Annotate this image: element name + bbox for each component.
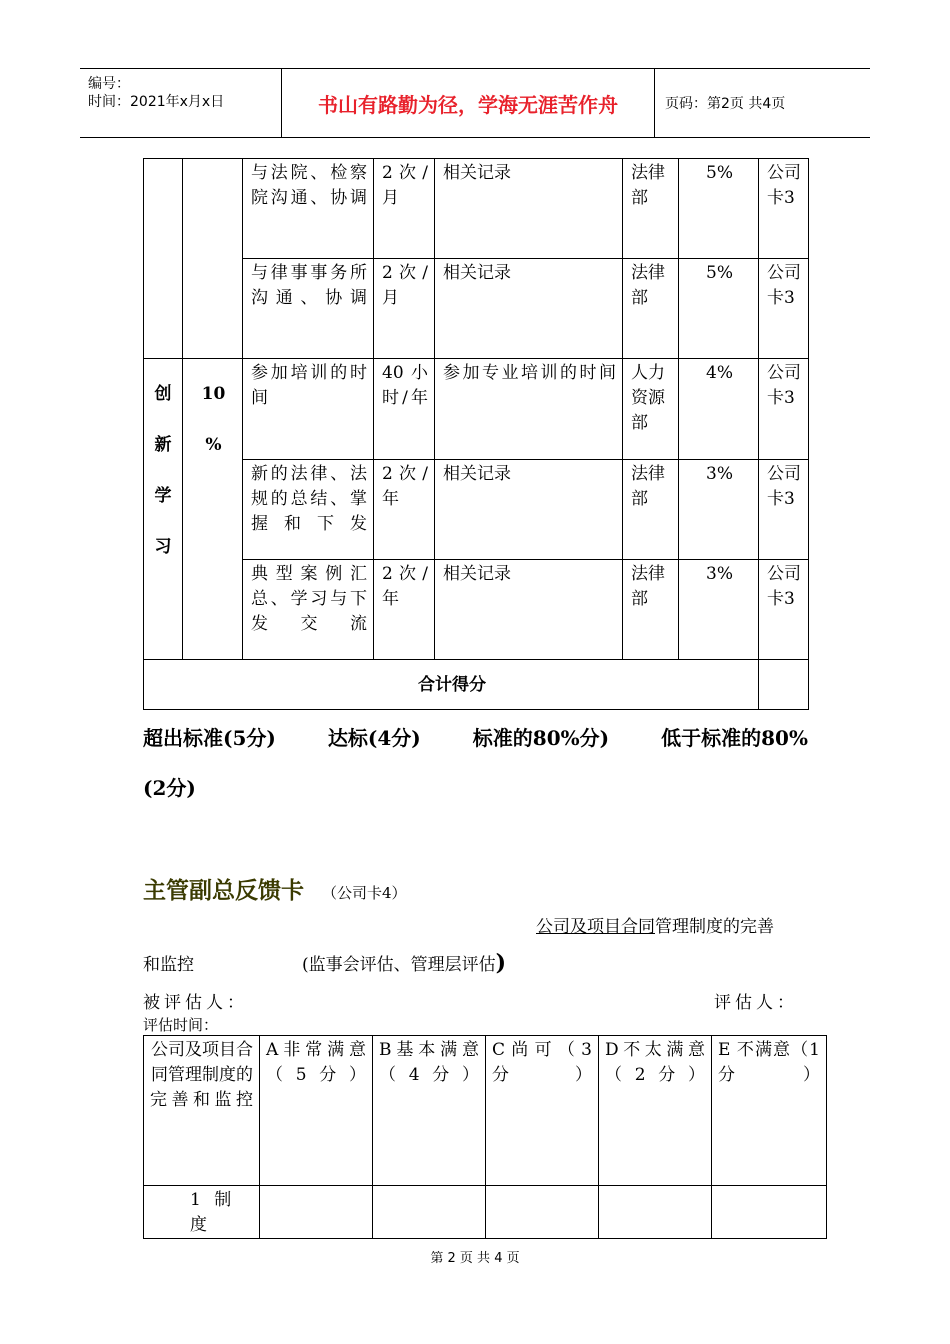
eval-time-label: 评估时间： <box>143 1016 219 1034</box>
grading-legend <box>143 722 808 801</box>
total-label: 合计得分 <box>144 660 759 710</box>
fb-col-b: B基本满意（4分） <box>373 1036 486 1186</box>
category-weight-percent: % <box>205 435 222 455</box>
subject-rest: 管理制度的完善 <box>655 917 774 937</box>
feedback-card-ref: （公司卡4） <box>322 884 407 902</box>
source-cell: 参加专业培训的时间 <box>435 359 623 460</box>
table-row <box>144 1036 827 1186</box>
standard-cell: 2次/年 <box>374 560 435 660</box>
subject-underlined: 公司及项目合同 <box>536 917 655 937</box>
item-cell: 与法院、检察院沟通、协调 <box>243 159 374 259</box>
dept-cell: 人力资源部 <box>623 359 679 460</box>
fb-header-item: 公司及项目合同管理制度的完善和监控 <box>144 1036 260 1186</box>
table-row <box>144 259 809 359</box>
item-cell: 新的法律、法规的总结、掌握和下发 <box>243 460 374 560</box>
evaluator-groups: (监事会评估、管理层评估 <box>302 955 496 975</box>
table-row <box>144 159 809 259</box>
fb-cell-b[interactable] <box>373 1186 486 1239</box>
fb-cell-d[interactable] <box>599 1186 712 1239</box>
header-motto: 书山有路勤为径，学海无涯苦作舟 <box>282 69 655 137</box>
fb-col-a: A非常满意（5分） <box>260 1036 373 1186</box>
standard-cell: 2次/月 <box>374 159 435 259</box>
fb-cell-e[interactable] <box>712 1186 827 1239</box>
table-row <box>144 1186 827 1239</box>
category-weight-number: 10 <box>201 384 226 404</box>
item-cell: 典型案例汇总、学习与下发交流 <box>243 560 374 660</box>
weight-pct-cell: 4% <box>679 359 759 460</box>
feedback-title <box>143 872 407 905</box>
standard-cell: 2次/年 <box>374 460 435 560</box>
table-row <box>144 359 809 460</box>
card-cell: 公司卡3 <box>759 560 809 660</box>
fb-col-d: D不太满意（2分） <box>599 1036 712 1186</box>
category-char: 新 <box>154 435 172 455</box>
evaluee-label: 被评估人： <box>143 993 248 1013</box>
weight-pct-cell: 3% <box>679 560 759 660</box>
dept-cell: 法律部 <box>623 560 679 660</box>
grade-below-score: (2分) <box>143 776 196 800</box>
kpi-table <box>143 158 809 710</box>
card-cell: 公司卡3 <box>759 359 809 460</box>
header-page-info: 页码：第2页 共4页 <box>665 96 786 112</box>
header-meta <box>80 69 282 137</box>
fb-col-e: E 不满意（1分） <box>712 1036 827 1186</box>
subject-line2: 和监控 <box>143 955 194 975</box>
table-row <box>144 560 809 660</box>
feedback-subject-line2 <box>143 950 506 976</box>
category-char: 学 <box>154 486 172 506</box>
total-row <box>144 660 809 710</box>
feedback-subject-line1 <box>536 912 774 937</box>
page-footer: 第 2 页 共 4 页 <box>430 1251 520 1266</box>
table-row <box>144 460 809 560</box>
standard-cell: 40小时/年 <box>374 359 435 460</box>
item-cell: 与律事事务所沟通、协调 <box>243 259 374 359</box>
grade-below: 低于标准的80% <box>661 726 808 750</box>
source-cell: 相关记录 <box>435 259 623 359</box>
card-cell: 公司卡3 <box>759 460 809 560</box>
fb-cell-a[interactable] <box>260 1186 373 1239</box>
standard-cell: 2次/月 <box>374 259 435 359</box>
feedback-table <box>143 1035 827 1239</box>
source-cell: 相关记录 <box>435 460 623 560</box>
category-cell-prev <box>144 159 183 359</box>
fb-col-c: C尚可（3分） <box>486 1036 599 1186</box>
item-cell: 参加培训的时间 <box>243 359 374 460</box>
grade-exceed: 超出标准(5分) <box>143 726 276 750</box>
fb-row1-label: 1 制度 <box>144 1186 260 1239</box>
source-cell: 相关记录 <box>435 560 623 660</box>
dept-cell: 法律部 <box>623 460 679 560</box>
close-paren: ) <box>495 950 507 976</box>
weight-pct-cell: 3% <box>679 460 759 560</box>
dept-cell: 法律部 <box>623 259 679 359</box>
total-score-cell <box>759 660 809 710</box>
category-weight-cell <box>183 359 243 660</box>
weight-cell-prev <box>183 159 243 359</box>
dept-cell: 法律部 <box>623 159 679 259</box>
weight-pct-cell: 5% <box>679 259 759 359</box>
source-cell: 相关记录 <box>435 159 623 259</box>
feedback-title-text: 主管副总反馈卡 <box>143 878 304 904</box>
card-cell: 公司卡3 <box>759 259 809 359</box>
weight-pct-cell: 5% <box>679 159 759 259</box>
grade-80: 标准的80%分) <box>472 726 610 750</box>
fb-cell-c[interactable] <box>486 1186 599 1239</box>
evaluator-label: 评估人： <box>714 993 798 1013</box>
doc-time-label: 时间：2021年x月x日 <box>88 94 225 110</box>
category-cell <box>144 359 183 660</box>
category-char: 习 <box>154 537 172 557</box>
doc-number-label: 编号： <box>88 76 130 92</box>
grade-meet: 达标(4分) <box>327 726 421 750</box>
page-header <box>80 68 870 138</box>
card-cell: 公司卡3 <box>759 159 809 259</box>
category-char: 创 <box>154 384 172 404</box>
